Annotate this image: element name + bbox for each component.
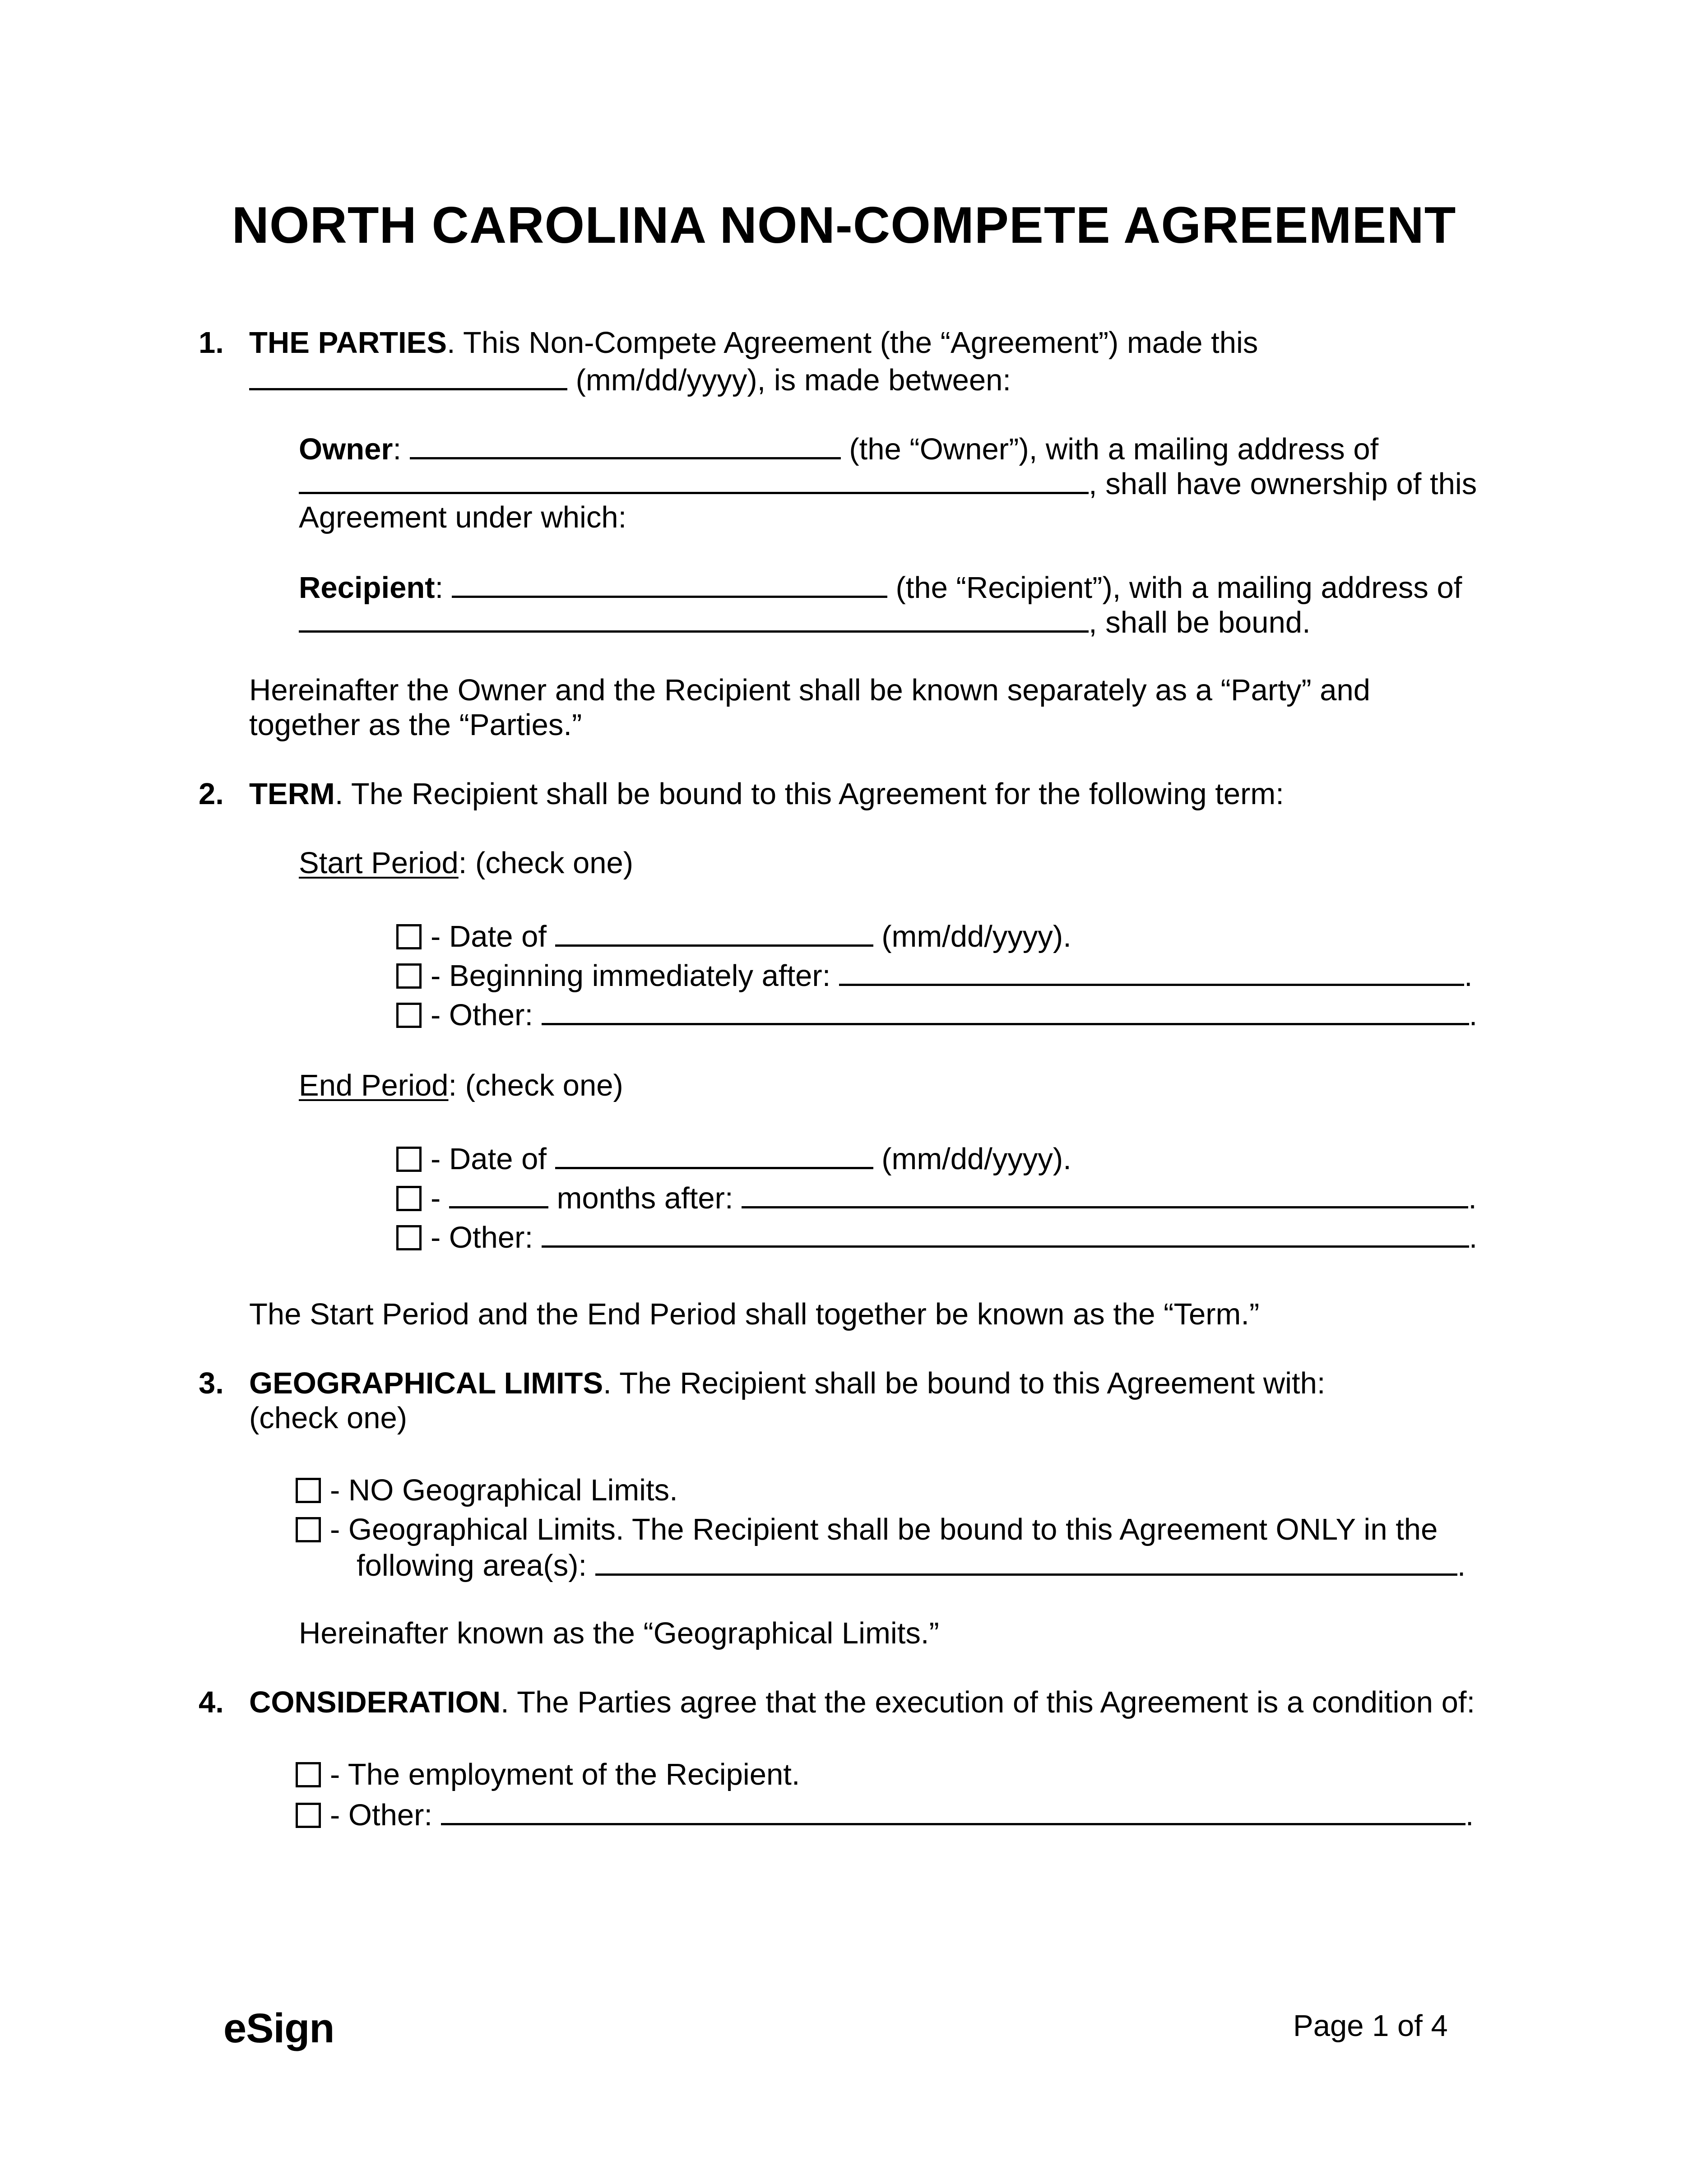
geo-limits-label: - Geographical Limits. The Recipient shall be bound to this Agreement ONLY in the: [330, 1513, 1438, 1546]
recipient-address-line: [299, 603, 1311, 641]
section-1-heading: THE PARTIES: [249, 326, 447, 360]
start-other-period: .: [1469, 998, 1478, 1032]
end-months-count-field[interactable]: [449, 1179, 548, 1208]
consideration-option-employment: [296, 1757, 800, 1793]
recipient-line: Recipient: (the “Recipient”), with a mailing address of: [299, 569, 1462, 606]
section-4-number: 4.: [199, 1685, 224, 1719]
start-period-line: [299, 845, 633, 881]
term-definition: The Start Period and the End Period shall together be known as the “Term.”: [249, 1297, 1260, 1331]
start-period-suffix: : (check one): [458, 846, 634, 880]
owner-address-field[interactable]: [299, 465, 1089, 494]
start-period-label: Start Period: [299, 846, 459, 880]
end-months-prefix: -: [431, 1181, 441, 1215]
end-other-label: - Other:: [431, 1221, 533, 1254]
section-3-intro-line: [249, 1365, 1325, 1402]
section-4-intro: . The Parties agree that the execution of this Agreement is a condition of:: [501, 1685, 1475, 1719]
end-date-field[interactable]: [555, 1140, 873, 1169]
agreement-date-field[interactable]: [249, 361, 567, 390]
owner-tail: Agreement under which:: [299, 500, 627, 534]
owner-address-suffix: , shall have ownership of this: [1089, 467, 1477, 501]
geo-definition: Hereinafter known as the “Geographical Limits.”: [299, 1616, 939, 1650]
start-date-prefix: - Date of: [431, 920, 547, 953]
consideration-option-other: [296, 1796, 1474, 1833]
end-option-other: [396, 1218, 1477, 1256]
owner-suffix: (the “Owner”), with a mailing address of: [849, 432, 1379, 466]
end-months-checkbox[interactable]: [396, 1186, 422, 1211]
start-date-field[interactable]: [555, 917, 873, 947]
consideration-other-period: .: [1465, 1798, 1474, 1832]
section-4-intro-line: [249, 1684, 1475, 1721]
end-period-line: [299, 1068, 623, 1104]
start-date-checkbox[interactable]: [396, 924, 422, 949]
owner-line: Owner: (the “Owner”), with a mailing address of: [299, 430, 1378, 467]
consideration-other-checkbox[interactable]: [296, 1803, 321, 1828]
start-other-field[interactable]: [542, 996, 1469, 1025]
parties-definition-line1: Hereinafter the Owner and the Recipient shall be known separately as a “Party” and: [249, 673, 1371, 707]
section-2-number: 2.: [199, 777, 224, 811]
geo-area-period: .: [1457, 1549, 1466, 1582]
recipient-address-field[interactable]: [299, 603, 1089, 633]
section-3-heading: GEOGRAPHICAL LIMITS: [249, 1366, 603, 1400]
start-beginning-checkbox[interactable]: [396, 963, 422, 989]
end-date-suffix: (mm/dd/yyyy).: [881, 1142, 1071, 1176]
consideration-other-field[interactable]: [441, 1796, 1465, 1825]
start-option-other: [396, 996, 1477, 1033]
section-2-intro-line: [249, 776, 1284, 812]
recipient-suffix: (the “Recipient”), with a mailing address of: [895, 571, 1462, 605]
consideration-other-label: - Other:: [330, 1798, 433, 1832]
section-3-intro: . The Recipient shall be bound to this Agreement with:: [603, 1366, 1326, 1400]
parties-definition-line2: together as the “Parties.”: [249, 708, 582, 742]
agreement-date-suffix: (mm/dd/yyyy), is made between:: [575, 363, 1011, 397]
geo-option-limits: [296, 1512, 1438, 1548]
end-other-period: .: [1469, 1221, 1478, 1254]
employment-checkbox[interactable]: [296, 1762, 321, 1787]
end-months-period: .: [1468, 1181, 1477, 1215]
geo-limits-checkbox[interactable]: [296, 1517, 321, 1542]
end-option-months: [396, 1179, 1477, 1217]
end-months-suffix: months after:: [556, 1181, 733, 1215]
start-date-suffix: (mm/dd/yyyy).: [881, 920, 1071, 953]
start-beginning-field[interactable]: [839, 957, 1464, 986]
section-2-heading: TERM: [249, 777, 335, 811]
recipient-address-suffix: , shall be bound.: [1089, 606, 1311, 639]
section-1-intro: . This Non-Compete Agreement (the “Agreement”) made this: [447, 326, 1258, 360]
geo-option-none: [296, 1472, 678, 1508]
document-title: NORTH CAROLINA NON-COMPETE AGREEMENT: [232, 197, 1456, 254]
end-other-checkbox[interactable]: [396, 1225, 422, 1250]
end-date-checkbox[interactable]: [396, 1147, 422, 1172]
recipient-label: Recipient: [299, 571, 435, 605]
geo-none-checkbox[interactable]: [296, 1478, 321, 1503]
geo-area-field[interactable]: [595, 1546, 1457, 1576]
end-other-field[interactable]: [542, 1218, 1469, 1248]
end-period-suffix: : (check one): [448, 1069, 623, 1102]
owner-address-line: [299, 465, 1477, 502]
section-1-number: 1.: [199, 326, 224, 360]
employment-label: - The employment of the Recipient.: [330, 1758, 800, 1791]
section-1-intro-line: [249, 325, 1258, 361]
end-option-date: [396, 1140, 1071, 1177]
start-beginning-period: .: [1464, 959, 1473, 993]
end-date-prefix: - Date of: [431, 1142, 547, 1176]
start-other-checkbox[interactable]: [396, 1003, 422, 1028]
section-3-check-one: (check one): [249, 1401, 408, 1435]
start-option-beginning: [396, 957, 1473, 994]
owner-label: Owner: [299, 432, 393, 466]
geo-area-line: [357, 1546, 1465, 1584]
start-other-label: - Other:: [431, 998, 533, 1032]
section-4-heading: CONSIDERATION: [249, 1685, 501, 1719]
end-months-after-field[interactable]: [742, 1179, 1468, 1208]
agreement-date-line: [249, 361, 1011, 398]
end-period-label: End Period: [299, 1069, 449, 1102]
recipient-name-field[interactable]: [452, 569, 887, 598]
owner-name-field[interactable]: [410, 430, 841, 459]
geo-none-label: - NO Geographical Limits.: [330, 1473, 678, 1507]
section-3-number: 3.: [199, 1366, 224, 1400]
geo-area-label: following area(s):: [357, 1549, 587, 1582]
esign-logo: eSign: [223, 2005, 334, 2051]
start-beginning-label: - Beginning immediately after:: [431, 959, 831, 993]
section-2-intro: . The Recipient shall be bound to this Agreement for the following term:: [334, 777, 1284, 811]
start-option-date: [396, 917, 1071, 955]
page-number: Page 1 of 4: [1293, 2009, 1448, 2043]
